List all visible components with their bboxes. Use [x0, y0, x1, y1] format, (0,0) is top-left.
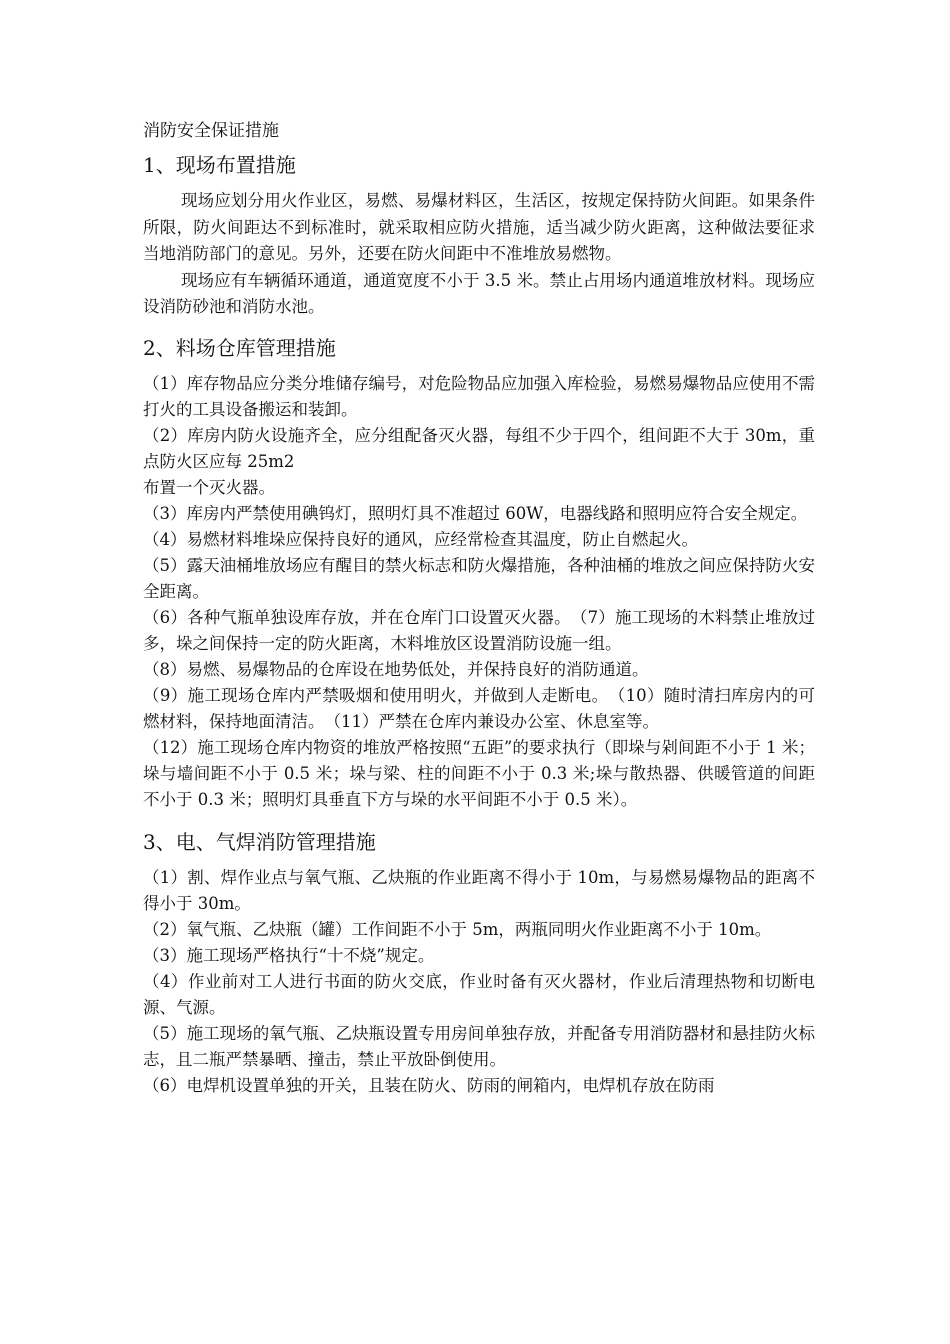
section-2-item-3: （3）库房内严禁使用碘钨灯，照明灯具不准超过 60W，电器线路和照明应符合安全规定。 [143, 503, 808, 523]
section-3-item-3: （3）施工现场严格执行“十不烧”规定。 [143, 945, 435, 965]
document-title: 消防安全保证措施 [143, 121, 279, 141]
section-3-item-6: （6）电焊机设置单独的开关，且装在防火、防雨的闸箱内，电焊机存放在防雨 [143, 1075, 715, 1095]
document-page [143, 118, 815, 1099]
section-3-item-5: （5）施工现场的氧气瓶、乙炔瓶设置专用房间单独存放，并配备专用消防器材和悬挂防火标志，且二瓶严禁暴晒、撞击，禁止平放卧倒使用。 [143, 1023, 815, 1069]
section-1-paragraph-2: 现场应有车辆循环通道，通道宽度不小于 3.5 米。禁止占用场内通道堆放材料。现场应设消防砂池和消防水池。 [143, 270, 815, 316]
section-heading-3: 3、电、气焊消防管理措施 [143, 829, 376, 854]
section-2-item-12: （12）施工现场仓库内物资的堆放严格按照“五距”的要求执行（即垛与剁间距不小于 1 米；垛与墙间距不小于 0.5 米；垛与梁、柱的间距不小于 0.3 米;垛与散热器、供暖管道的间距不小于 0.3 米；照明灯具垂直下方与垛的水平间距不小于 0.5 米）。 [143, 737, 815, 809]
section-2-item-2: （2）库房内防火设施齐全，应分组配备灭火器，每组不少于四个，组间距不大于 30m，重点防火区应每 25m2 [143, 425, 815, 471]
section-2-item-5: （5）露天油桶堆放场应有醒目的禁火标志和防火爆措施，各种油桶的堆放之间应保持防火安全距离。 [143, 555, 815, 601]
section-3-item-4: （4）作业前对工人进行书面的防火交底，作业时备有灭火器材，作业后清理热物和切断电源、气源。 [143, 971, 815, 1017]
section-heading-2: 2、料场仓库管理措施 [143, 335, 336, 360]
section-2-item-2-continued: 布置一个灭火器。 [143, 477, 275, 497]
section-2-item-9-11: （9）施工现场仓库内严禁吸烟和使用明火，并做到人走断电。 （10）随时清扫库房内的可燃材料，保持地面清洁。 （11）严禁在仓库内兼设办公室、休息室等。 [143, 685, 815, 731]
section-2-item-4: （4）易燃材料堆垛应保持良好的通风，应经常检查其温度，防止自燃起火。 [143, 529, 698, 549]
section-3-item-1: （1）割、焊作业点与氧气瓶、乙炔瓶的作业距离不得小于 10m，与易燃易爆物品的距离不得小于 30m。 [143, 867, 815, 913]
section-heading-1: 1、现场布置措施 [143, 153, 296, 177]
section-2-item-6-7: （6）各种气瓶单独设库存放，并在仓库门口设置灭火器。 （7）施工现场的木料禁止堆放过多，垛之间保持一定的防火距离，木料堆放区设置消防设施一组。 [143, 607, 815, 653]
section-3-item-2: （2）氧气瓶、乙炔瓶（罐）工作间距不小于 5m，两瓶同明火作业距离不小于 10m。 [143, 919, 772, 939]
section-2-item-1: （1）库存物品应分类分堆储存编号，对危险物品应加强入库检验，易燃易爆物品应使用不需打火的工具设备搬运和装卸。 [143, 373, 815, 419]
section-2-item-8: （8）易燃、易爆物品的仓库设在地势低处，并保持良好的消防通道。 [143, 659, 649, 679]
section-1-paragraph-1: 现场应划分用火作业区，易燃、易爆材料区，生活区，按规定保持防火间距。如果条件所限，防火间距达不到标准时，就采取相应防火措施，适当减少防火距离，这种做法要征求当地消防部门的意见。另外，还要在防火间距中不准堆放易燃物。 [143, 191, 815, 263]
